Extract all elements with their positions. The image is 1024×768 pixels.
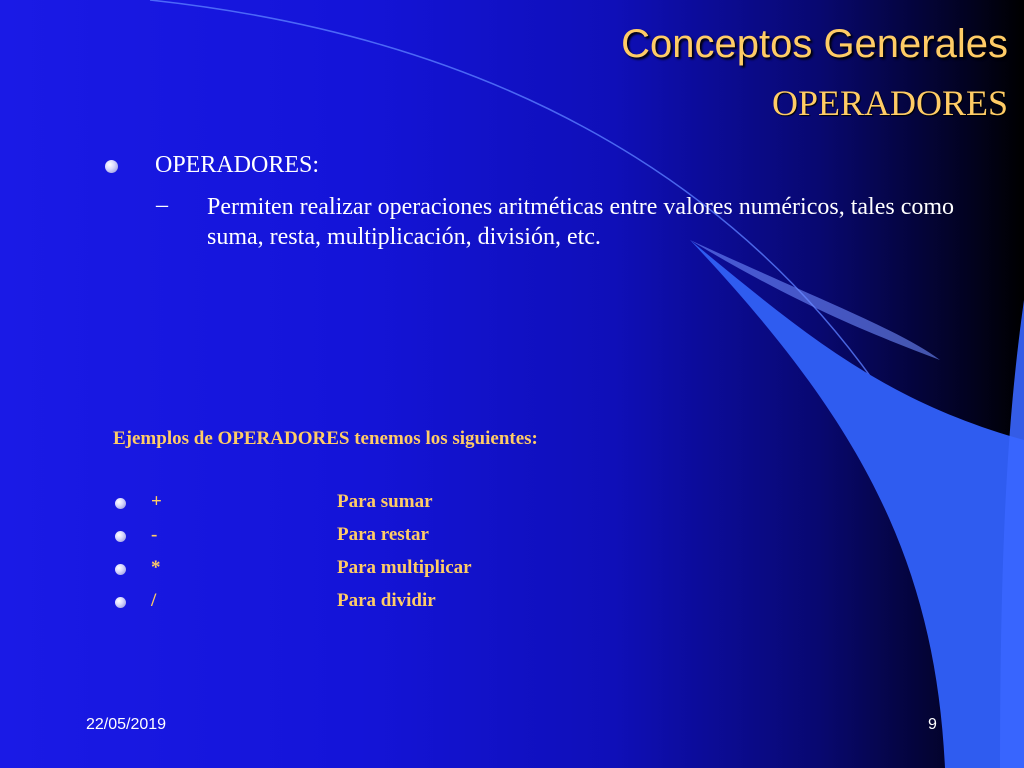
bullet-heading: OPERADORES: [155, 152, 320, 178]
operator-description: Para sumar [337, 491, 433, 512]
operator-description: Para multiplicar [337, 557, 472, 578]
bullet-dot-icon [115, 597, 126, 608]
bullet-dot-icon [115, 498, 126, 509]
examples-heading: Ejemplos de OPERADORES tenemos los siguientes: [113, 428, 538, 449]
dash-icon: – [156, 192, 168, 218]
page-number: 9 [928, 716, 937, 733]
bullet-dot-icon [115, 564, 126, 575]
operator-symbol: * [151, 557, 161, 578]
definition-text: Permiten realizar operaciones aritméticas entre valores numéricos, tales como suma, resta, multiplicación, división, etc. [207, 194, 955, 250]
operator-symbol: + [151, 491, 162, 512]
operator-description: Para restar [337, 524, 429, 545]
operator-symbol: / [151, 590, 157, 611]
operator-symbol: - [151, 524, 158, 545]
bullet-dot-icon [115, 531, 126, 542]
slide-title: Conceptos Generales [621, 22, 1008, 66]
operator-description: Para dividir [337, 590, 436, 611]
bullet-dot-icon [105, 160, 118, 173]
footer-date: 22/05/2019 [86, 716, 167, 733]
slide-subtitle: OPERADORES [771, 83, 1008, 123]
